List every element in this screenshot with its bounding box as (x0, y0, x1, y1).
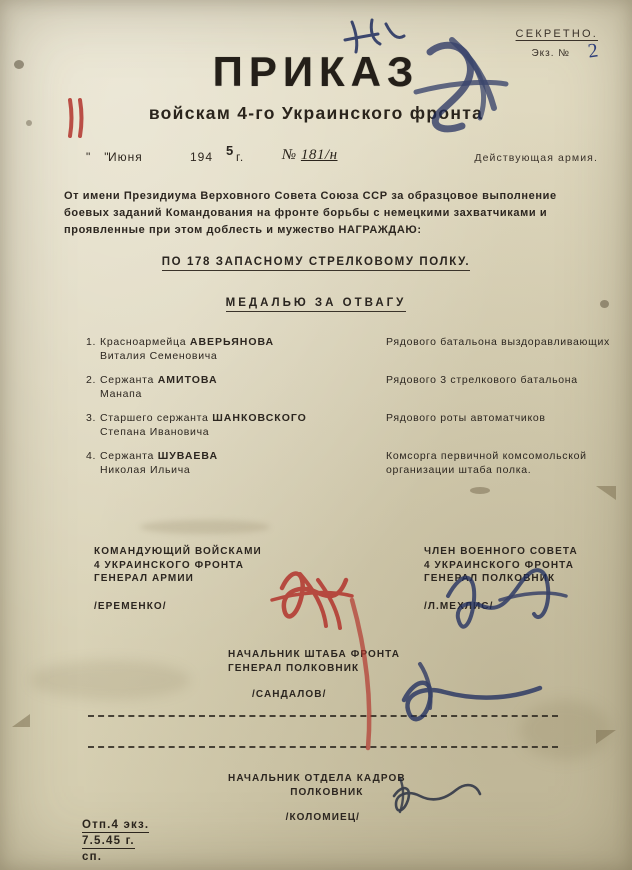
award-name: Степана Ивановича (100, 425, 210, 438)
preamble-paragraph: От имени Президиума Верховного Совета Союза ССР за образцовое выполнение боевых заданий Командования на фронте борьбы с немецкими захватчиками и проявленные при этом доблесть и мужество НАГРАЖДАЮ: (64, 190, 557, 236)
date-quote-mark: " " (86, 150, 110, 164)
award-unit: Рядового батальона выздоравливающих (386, 336, 610, 348)
commander-line-4: /ЕРЕМЕНКО/ (94, 600, 167, 612)
award-name: Манапа (100, 387, 143, 400)
award-person (86, 450, 356, 477)
award-unit: Рядового 3 стрелкового батальона (386, 374, 578, 386)
footer-block (82, 817, 149, 865)
medal-heading-text: МЕДАЛЬЮ ЗА ОТВАГУ (226, 297, 407, 312)
award-rank: Красноармейца (100, 336, 187, 348)
signature-block-council-member (424, 545, 578, 613)
footer-copies: Отп.4 экз. (82, 819, 150, 831)
council-line-3: ГЕНЕРАЛ ПОЛКОВНИК (424, 573, 556, 584)
date-month: Июня (108, 150, 143, 164)
commander-line-2: 4 УКРАИНСКОГО ФРОНТА (94, 559, 245, 571)
chief-of-staff-line-3: /САНДАЛОВ/ (252, 689, 327, 700)
council-line-4: /Л.МЕХЛИС/ (424, 600, 494, 612)
regiment-heading (0, 256, 632, 268)
paper-stain (140, 520, 270, 534)
page-damage-mark (596, 486, 616, 500)
chief-of-staff-line-2: ГЕНЕРАЛ ПОЛКОВНИК (228, 662, 360, 674)
council-line-2: 4 УКРАИНСКОГО ФРОНТА (424, 559, 575, 571)
footer-initials: сп. (82, 851, 103, 863)
cadres-line-3: /КОЛОМИЕЦ/ (285, 812, 361, 823)
paper-stain (470, 487, 490, 494)
cadres-line-1: НАЧАЛЬНИК ОТДЕЛА КАДРОВ (228, 773, 406, 784)
award-unit: Комсорга первичной комсомольской организации штаба полка. (386, 450, 587, 476)
page-damage-mark (596, 730, 616, 744)
award-person (86, 336, 356, 363)
cadres-line-2: ПОЛКОВНИК (290, 786, 364, 798)
date-year-last-digit: 5 (226, 143, 234, 158)
paper-stain (30, 660, 190, 700)
award-rank: Сержанта (100, 374, 155, 386)
award-index: 1. (86, 336, 97, 348)
medal-heading (0, 297, 632, 309)
divider-dashed-lower (88, 746, 558, 748)
award-index: 4. (86, 450, 97, 462)
document-subtitle: войскам 4-го Украинского фронта (148, 103, 484, 123)
commander-line-1: КОМАНДУЮЩИЙ ВОЙСКАМИ (94, 546, 262, 557)
commander-line-3: ГЕНЕРАЛ АРМИИ (94, 573, 194, 584)
page-damage-mark (12, 714, 30, 727)
active-army-note: Действующая армия. (474, 152, 598, 164)
award-unit: Рядового роты автоматчиков (386, 412, 546, 424)
date-year-suffix: г. (236, 150, 245, 164)
council-line-1: ЧЛЕН ВОЕННОГО СОВЕТА (424, 546, 578, 557)
award-rank: Сержанта (100, 450, 155, 462)
signature-block-cadres-chief (228, 772, 406, 825)
award-person (86, 412, 356, 439)
order-number-value: 181/н (300, 147, 338, 163)
chief-of-staff-line-1: НАЧАЛЬНИК ШТАБА ФРОНТА (228, 649, 401, 660)
award-row (86, 374, 586, 412)
award-row (86, 450, 586, 488)
award-name: Николая Ильича (100, 463, 191, 476)
signature-block-chief-of-staff (228, 648, 400, 702)
signature-block-commander (94, 545, 262, 613)
award-row (86, 412, 586, 450)
award-surname: ШАНКОВСКОГО (212, 412, 307, 424)
award-index: 2. (86, 374, 97, 386)
awards-list (86, 336, 610, 488)
date-year: 194 (190, 150, 214, 164)
award-rank: Старшего сержанта (100, 412, 209, 424)
award-name: Виталия Семеновича (100, 349, 218, 362)
copy-label: Экз. № (531, 48, 570, 59)
regiment-heading-text: ПО 178 ЗАПАСНОМУ СТРЕЛКОВОМУ ПОЛКУ. (162, 256, 470, 271)
document-title: ПРИКАЗ (212, 48, 420, 95)
footer-date: 7.5.45 г. (82, 835, 135, 847)
copy-number-handwritten: 2 (586, 39, 600, 63)
award-row (86, 336, 610, 374)
award-person (86, 374, 356, 401)
divider-dashed-upper (88, 715, 558, 717)
award-surname: АМИТОВА (157, 374, 218, 386)
award-index: 3. (86, 412, 97, 424)
classification-label: СЕКРЕТНО. (515, 28, 598, 40)
award-surname: ШУВАЕВА (157, 450, 219, 462)
order-number (282, 147, 338, 164)
order-number-label: № (282, 147, 297, 163)
award-surname: АВЕРЬЯНОВА (189, 336, 275, 348)
